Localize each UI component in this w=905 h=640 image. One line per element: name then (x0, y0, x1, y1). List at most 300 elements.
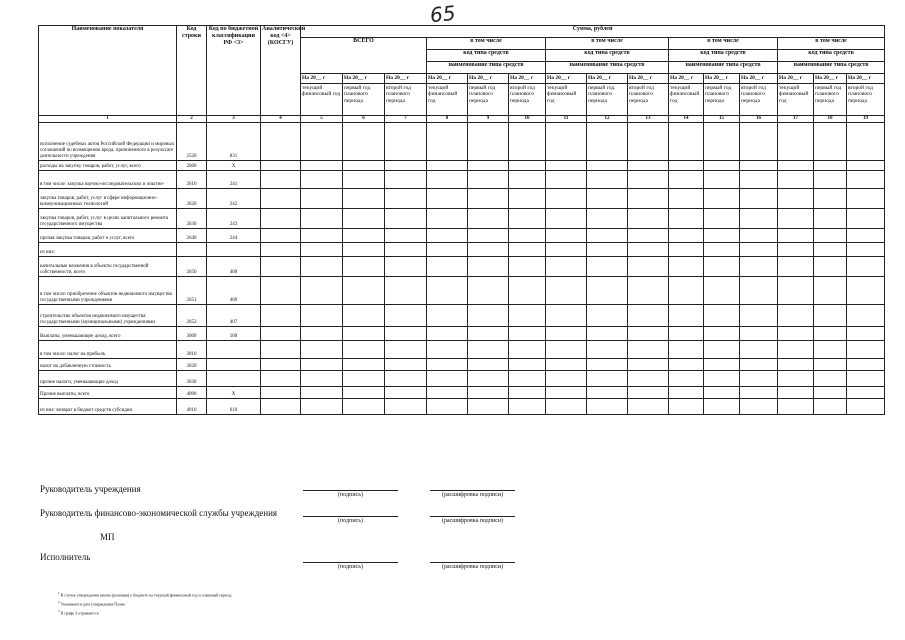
value-cell[interactable] (704, 123, 740, 161)
value-cell[interactable] (301, 371, 343, 387)
value-cell[interactable] (301, 161, 343, 171)
fin-head-label: Руководитель финансово-экономической службы учреждения (40, 508, 278, 518)
value-cell[interactable] (546, 243, 587, 257)
value-cell[interactable] (509, 387, 546, 399)
value-cell[interactable] (468, 359, 509, 371)
value-cell[interactable] (778, 229, 814, 243)
value-cell[interactable] (628, 171, 669, 189)
row-name: из них: (39, 243, 177, 257)
value-cell[interactable] (385, 359, 427, 371)
value-cell[interactable] (704, 209, 740, 229)
table-row (39, 229, 885, 243)
value-cell[interactable] (740, 229, 778, 243)
value-cell[interactable] (427, 189, 468, 209)
row-name: прочая закупка товаров, работ и услуг, всего (39, 229, 177, 243)
value-cell[interactable] (704, 257, 740, 277)
value-cell[interactable] (628, 305, 669, 327)
value-cell[interactable] (628, 341, 669, 359)
value-cell[interactable] (778, 277, 814, 305)
value-cell[interactable] (343, 371, 385, 387)
period-label: первый год планового периода (705, 84, 732, 104)
value-cell[interactable] (778, 209, 814, 229)
row-code: 2640 (177, 229, 207, 243)
value-cell[interactable] (669, 229, 704, 243)
value-cell[interactable] (385, 171, 427, 189)
value-cell[interactable] (669, 399, 704, 415)
value-cell[interactable] (628, 161, 669, 171)
row-name: расходы на закупку товаров, работ, услуг, всего (39, 161, 177, 171)
value-cell[interactable] (427, 341, 468, 359)
value-cell[interactable] (509, 371, 546, 387)
value-cell[interactable] (301, 341, 343, 359)
head-sign-line[interactable] (303, 490, 398, 491)
value-cell[interactable] (847, 161, 885, 171)
value-cell[interactable] (261, 399, 301, 415)
value-cell[interactable] (427, 209, 468, 229)
value-cell[interactable] (468, 341, 509, 359)
row-code: 2520 (177, 123, 207, 161)
value-cell[interactable] (669, 341, 704, 359)
value-cell[interactable] (847, 399, 885, 415)
value-cell[interactable] (847, 371, 885, 387)
value-cell[interactable] (546, 209, 587, 229)
value-cell[interactable] (385, 399, 427, 415)
value-cell[interactable] (628, 243, 669, 257)
value-cell[interactable] (814, 257, 847, 277)
value-cell[interactable] (587, 387, 628, 399)
value-cell[interactable] (778, 161, 814, 171)
value-cell[interactable] (778, 123, 814, 161)
value-cell[interactable] (468, 387, 509, 399)
value-cell[interactable] (587, 123, 628, 161)
value-cell[interactable] (468, 327, 509, 341)
value-cell[interactable] (778, 171, 814, 189)
value-cell[interactable] (628, 399, 669, 415)
value-cell[interactable] (587, 243, 628, 257)
value-cell[interactable] (509, 243, 546, 257)
footnote-2: $^2$ Указывается дата утверждения Плана (58, 600, 125, 607)
period-label: второй год планового периода (848, 84, 873, 104)
value-cell[interactable] (261, 229, 301, 243)
value-cell[interactable] (628, 387, 669, 399)
value-cell[interactable] (301, 305, 343, 327)
value-cell[interactable] (778, 327, 814, 341)
value-cell[interactable] (704, 387, 740, 399)
exec-decode-line[interactable] (430, 562, 515, 563)
value-cell[interactable] (814, 387, 847, 399)
value-cell[interactable] (669, 305, 704, 327)
header-name: Наименование показателя (39, 26, 177, 116)
value-cell[interactable] (546, 341, 587, 359)
value-cell[interactable] (261, 277, 301, 305)
value-cell[interactable] (628, 123, 669, 161)
value-cell[interactable] (343, 305, 385, 327)
value-cell[interactable] (546, 387, 587, 399)
value-cell[interactable] (343, 209, 385, 229)
value-cell[interactable] (587, 327, 628, 341)
value-cell[interactable] (261, 243, 301, 257)
value-cell[interactable] (847, 359, 885, 371)
exec-sign-hint: (подпись) (338, 564, 363, 570)
header-total: ВСЕГО (301, 38, 427, 74)
exec-sign-line[interactable] (303, 562, 398, 563)
value-cell[interactable] (740, 171, 778, 189)
value-cell[interactable] (847, 189, 885, 209)
value-cell[interactable] (301, 359, 343, 371)
value-cell[interactable] (669, 327, 704, 341)
value-cell[interactable] (847, 305, 885, 327)
value-cell[interactable] (740, 371, 778, 387)
value-cell[interactable] (343, 229, 385, 243)
value-cell[interactable] (427, 161, 468, 171)
row-code: 2610 (177, 171, 207, 189)
value-cell[interactable] (343, 341, 385, 359)
value-cell[interactable] (778, 257, 814, 277)
value-cell[interactable] (740, 359, 778, 371)
value-cell[interactable] (587, 209, 628, 229)
value-cell[interactable] (814, 399, 847, 415)
value-cell[interactable] (740, 189, 778, 209)
value-cell[interactable] (261, 371, 301, 387)
value-cell[interactable] (740, 243, 778, 257)
value-cell[interactable] (468, 209, 509, 229)
value-cell[interactable] (628, 327, 669, 341)
value-cell[interactable] (546, 161, 587, 171)
value-cell[interactable] (847, 277, 885, 305)
value-cell[interactable] (385, 257, 427, 277)
value-cell[interactable] (385, 277, 427, 305)
value-cell[interactable] (814, 189, 847, 209)
value-cell[interactable] (509, 305, 546, 327)
value-cell[interactable] (669, 189, 704, 209)
value-cell[interactable] (427, 359, 468, 371)
value-cell[interactable] (385, 243, 427, 257)
value-cell[interactable] (778, 341, 814, 359)
value-cell[interactable] (546, 327, 587, 341)
value-cell[interactable] (343, 257, 385, 277)
value-cell[interactable] (261, 359, 301, 371)
value-cell[interactable] (427, 171, 468, 189)
value-cell[interactable] (847, 327, 885, 341)
table-row (39, 387, 885, 399)
value-cell[interactable] (261, 387, 301, 399)
value-cell[interactable] (814, 161, 847, 171)
column-number: 6 (343, 116, 385, 123)
header-sum: Сумма, рублей (301, 26, 885, 38)
value-cell[interactable] (468, 229, 509, 243)
value-cell[interactable] (385, 327, 427, 341)
value-cell[interactable] (385, 305, 427, 327)
value-cell[interactable] (385, 341, 427, 359)
value-cell[interactable] (814, 359, 847, 371)
value-cell[interactable] (427, 257, 468, 277)
value-cell[interactable] (301, 387, 343, 399)
value-cell[interactable] (261, 209, 301, 229)
value-cell[interactable] (468, 243, 509, 257)
value-cell[interactable] (628, 209, 669, 229)
value-cell[interactable] (704, 161, 740, 171)
header-codetype-2: код типа средств (546, 50, 669, 62)
value-cell[interactable] (509, 209, 546, 229)
value-cell[interactable] (261, 341, 301, 359)
value-cell[interactable] (427, 229, 468, 243)
value-cell[interactable] (669, 161, 704, 171)
value-cell[interactable] (509, 359, 546, 371)
value-cell[interactable] (704, 327, 740, 341)
year-label: На 20__ г (343, 74, 384, 84)
value-cell[interactable] (704, 341, 740, 359)
value-cell[interactable] (427, 371, 468, 387)
fin-sign-line[interactable] (303, 516, 398, 517)
value-cell[interactable] (427, 399, 468, 415)
value-cell[interactable] (468, 371, 509, 387)
fin-decode-line[interactable] (430, 516, 515, 517)
value-cell[interactable] (546, 171, 587, 189)
value-cell[interactable] (669, 371, 704, 387)
value-cell[interactable] (587, 371, 628, 387)
row-kbk (207, 341, 261, 359)
value-cell[interactable] (546, 371, 587, 387)
value-cell[interactable] (740, 399, 778, 415)
value-cell[interactable] (343, 161, 385, 171)
value-cell[interactable] (427, 123, 468, 161)
value-cell[interactable] (740, 277, 778, 305)
value-cell[interactable] (301, 229, 343, 243)
value-cell[interactable] (587, 229, 628, 243)
value-cell[interactable] (587, 399, 628, 415)
value-cell[interactable] (546, 359, 587, 371)
footnote-1: $^1$ В случае утверждения закона (решения) о бюджете на текущий финансовый год и плановый период (58, 591, 232, 598)
value-cell[interactable] (704, 189, 740, 209)
value-cell[interactable] (301, 171, 343, 189)
value-cell[interactable] (814, 171, 847, 189)
value-cell[interactable] (778, 243, 814, 257)
plan-table (38, 25, 885, 415)
header-kbk: Код по бюджетной классификации РФ <3> (207, 26, 261, 116)
value-cell[interactable] (468, 257, 509, 277)
value-cell[interactable] (628, 371, 669, 387)
head-sign-hint: (подпись) (338, 492, 363, 498)
footnote-1-text: В случае утверждения закона (решения) о бюджете на текущий финансовый год и плановый период (60, 592, 232, 598)
value-cell[interactable] (509, 171, 546, 189)
value-cell[interactable] (740, 305, 778, 327)
value-cell[interactable] (669, 387, 704, 399)
value-cell[interactable] (343, 277, 385, 305)
value-cell[interactable] (343, 243, 385, 257)
value-cell[interactable] (704, 171, 740, 189)
value-cell[interactable] (385, 123, 427, 161)
value-cell[interactable] (778, 399, 814, 415)
value-cell[interactable] (468, 305, 509, 327)
value-cell[interactable] (427, 243, 468, 257)
value-cell[interactable] (385, 387, 427, 399)
year-label: На 20__ г (628, 74, 668, 84)
value-cell[interactable] (261, 161, 301, 171)
value-cell[interactable] (847, 387, 885, 399)
value-cell[interactable] (546, 189, 587, 209)
value-cell[interactable] (509, 229, 546, 243)
value-cell[interactable] (343, 359, 385, 371)
value-cell[interactable] (669, 277, 704, 305)
value-cell[interactable] (427, 387, 468, 399)
value-cell[interactable] (546, 399, 587, 415)
value-cell[interactable] (587, 341, 628, 359)
value-cell[interactable] (261, 189, 301, 209)
header-codetype-1: код типа средств (427, 50, 546, 62)
year-label: На 20__ г (814, 74, 846, 84)
value-cell[interactable] (778, 387, 814, 399)
value-cell[interactable] (468, 277, 509, 305)
value-cell[interactable] (468, 123, 509, 161)
value-cell[interactable] (343, 189, 385, 209)
value-cell[interactable] (740, 257, 778, 277)
value-cell[interactable] (628, 229, 669, 243)
value-cell[interactable] (509, 399, 546, 415)
value-cell[interactable] (385, 229, 427, 243)
value-cell[interactable] (261, 171, 301, 189)
value-cell[interactable] (468, 189, 509, 209)
value-cell[interactable] (814, 341, 847, 359)
value-cell[interactable] (509, 277, 546, 305)
value-cell[interactable] (814, 243, 847, 257)
value-cell[interactable] (427, 305, 468, 327)
value-cell[interactable] (546, 123, 587, 161)
value-cell[interactable] (814, 305, 847, 327)
value-cell[interactable] (628, 189, 669, 209)
value-cell[interactable] (301, 243, 343, 257)
value-cell[interactable] (704, 229, 740, 243)
value-cell[interactable] (509, 189, 546, 209)
value-cell[interactable] (587, 359, 628, 371)
value-cell[interactable] (468, 399, 509, 415)
value-cell[interactable] (427, 277, 468, 305)
value-cell[interactable] (509, 257, 546, 277)
year-header-cell (301, 74, 343, 116)
column-number: 16 (740, 116, 778, 123)
row-kbk: 407 (207, 305, 261, 327)
value-cell[interactable] (546, 229, 587, 243)
table-row (39, 359, 885, 371)
value-cell[interactable] (740, 209, 778, 229)
value-cell[interactable] (587, 171, 628, 189)
value-cell[interactable] (847, 341, 885, 359)
value-cell[interactable] (587, 161, 628, 171)
value-cell[interactable] (669, 123, 704, 161)
value-cell[interactable] (546, 277, 587, 305)
value-cell[interactable] (301, 277, 343, 305)
value-cell[interactable] (814, 371, 847, 387)
value-cell[interactable] (847, 209, 885, 229)
value-cell[interactable] (468, 161, 509, 171)
period-label: текущий финансовый год (547, 84, 577, 104)
value-cell[interactable] (343, 171, 385, 189)
value-cell[interactable] (847, 171, 885, 189)
value-cell[interactable] (814, 277, 847, 305)
value-cell[interactable] (509, 341, 546, 359)
value-cell[interactable] (814, 229, 847, 243)
value-cell[interactable] (509, 123, 546, 161)
table-row (39, 399, 885, 415)
value-cell[interactable] (301, 257, 343, 277)
value-cell[interactable] (704, 277, 740, 305)
value-cell[interactable] (740, 387, 778, 399)
value-cell[interactable] (740, 341, 778, 359)
value-cell[interactable] (546, 305, 587, 327)
value-cell[interactable] (847, 123, 885, 161)
value-cell[interactable] (669, 257, 704, 277)
value-cell[interactable] (587, 277, 628, 305)
value-cell[interactable] (847, 243, 885, 257)
value-cell[interactable] (587, 257, 628, 277)
value-cell[interactable] (704, 305, 740, 327)
value-cell[interactable] (704, 399, 740, 415)
value-cell[interactable] (468, 171, 509, 189)
value-cell[interactable] (385, 161, 427, 171)
value-cell[interactable] (546, 257, 587, 277)
value-cell[interactable] (778, 305, 814, 327)
footnote-2-text: Указывается дата утверждения Плана (60, 601, 125, 607)
value-cell[interactable] (740, 327, 778, 341)
value-cell[interactable] (385, 209, 427, 229)
value-cell[interactable] (343, 327, 385, 341)
year-header-cell (468, 74, 509, 116)
value-cell[interactable] (587, 189, 628, 209)
value-cell[interactable] (814, 123, 847, 161)
value-cell[interactable] (669, 171, 704, 189)
header-incl-2: в том числе (546, 38, 669, 50)
value-cell[interactable] (261, 305, 301, 327)
value-cell[interactable] (261, 123, 301, 161)
value-cell[interactable] (704, 243, 740, 257)
value-cell[interactable] (301, 189, 343, 209)
value-cell[interactable] (261, 327, 301, 341)
value-cell[interactable] (704, 371, 740, 387)
value-cell[interactable] (343, 387, 385, 399)
value-cell[interactable] (814, 327, 847, 341)
value-cell[interactable] (740, 123, 778, 161)
value-cell[interactable] (778, 359, 814, 371)
value-cell[interactable] (343, 399, 385, 415)
value-cell[interactable] (301, 327, 343, 341)
value-cell[interactable] (628, 277, 669, 305)
row-kbk: 241 (207, 171, 261, 189)
value-cell[interactable] (847, 257, 885, 277)
value-cell[interactable] (343, 123, 385, 161)
head-decode-line[interactable] (430, 490, 515, 491)
value-cell[interactable] (704, 359, 740, 371)
value-cell[interactable] (778, 189, 814, 209)
value-cell[interactable] (669, 243, 704, 257)
value-cell[interactable] (509, 161, 546, 171)
value-cell[interactable] (301, 209, 343, 229)
value-cell[interactable] (427, 327, 468, 341)
value-cell[interactable] (628, 257, 669, 277)
value-cell[interactable] (778, 371, 814, 387)
value-cell[interactable] (628, 359, 669, 371)
value-cell[interactable] (301, 399, 343, 415)
value-cell[interactable] (669, 209, 704, 229)
value-cell[interactable] (385, 371, 427, 387)
value-cell[interactable] (669, 359, 704, 371)
value-cell[interactable] (509, 327, 546, 341)
value-cell[interactable] (587, 305, 628, 327)
value-cell[interactable] (847, 229, 885, 243)
value-cell[interactable] (740, 161, 778, 171)
value-cell[interactable] (385, 189, 427, 209)
value-cell[interactable] (301, 123, 343, 161)
value-cell[interactable] (814, 209, 847, 229)
value-cell[interactable] (261, 257, 301, 277)
